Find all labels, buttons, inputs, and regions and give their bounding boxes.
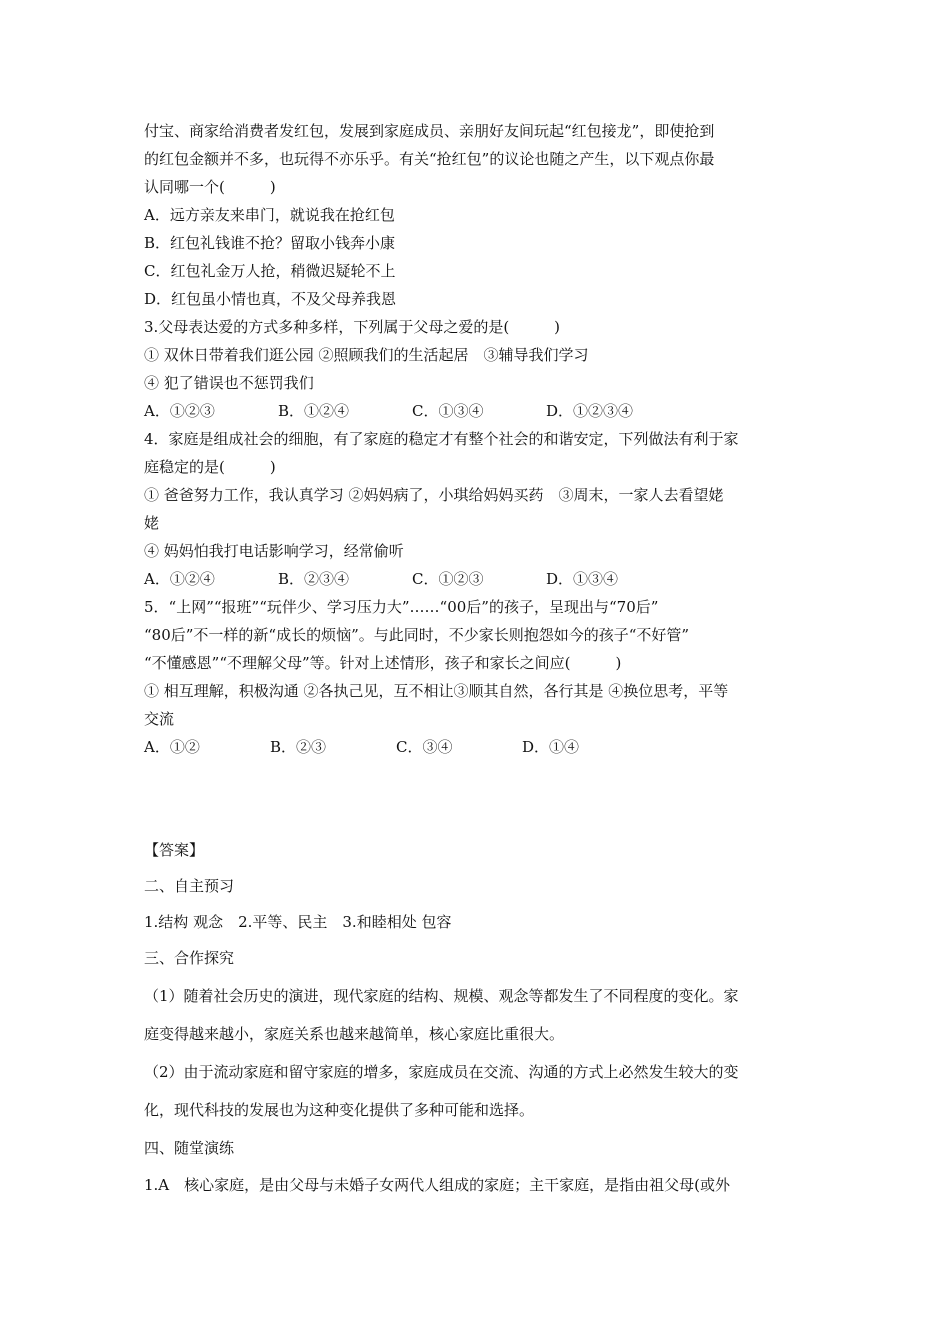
q4-stem-line-2: 庭稳定的是( ) (144, 458, 276, 476)
section-3-para-1-line-2: 庭变得越来越小，家庭关系也越来越简单，核心家庭比重很大。 (144, 1025, 565, 1043)
q5-option-c: C．③④ (396, 738, 453, 756)
q3-items-line-2: ④ 犯了错误也不惩罚我们 (144, 374, 314, 392)
q4-items-line-2: 姥 (144, 514, 160, 532)
section-3-para-1-line-1: （1）随着社会历史的演进，现代家庭的结构、规模、观念等都发生了不同程度的变化。家 (144, 987, 739, 1005)
q5-option-d: D．①④ (522, 738, 580, 756)
q5-option-b: B．②③ (270, 738, 327, 756)
section-3-title: 三、合作探究 (144, 949, 235, 967)
q4-option-d: D．①③④ (546, 570, 619, 588)
section-4-title: 四、随堂演练 (144, 1139, 235, 1157)
q2-stem-line-2: 的红包金额并不多，也玩得不亦乐乎。有关“抢红包”的议论也随之产生，以下观点你最 (144, 150, 715, 168)
q3-option-b: B．①②④ (278, 402, 350, 420)
q3-stem: 3.父母表达爱的方式多种多样，下列属于父母之爱的是( ) (144, 318, 561, 336)
q4-option-c: C．①②③ (412, 570, 484, 588)
q5-option-a: A．①② (144, 738, 200, 756)
q5-stem-line-2: “80后”不一样的新“成长的烦恼”。与此同时，不少家长则抱怨如今的孩子“不好管” (144, 626, 690, 644)
q3-option-a: A．①②③ (144, 402, 215, 420)
answers-heading: 【答案】 (144, 841, 205, 859)
q2-option-d: D．红包虽小情也真，不及父母养我恩 (144, 290, 397, 308)
section-3-para-2-line-1: （2）由于流动家庭和留守家庭的增多，家庭成员在交流、沟通的方式上必然发生较大的变 (144, 1063, 739, 1081)
q2-stem-line-3: 认同哪一个( ) (144, 178, 276, 196)
q4-option-b: B．②③④ (278, 570, 350, 588)
section-2-text: 1.结构 观念 2.平等、民主 3.和睦相处 包容 (144, 913, 452, 931)
q2-option-a: A．远方亲友来串门，就说我在抢红包 (144, 206, 395, 224)
q4-items-line-1: ① 爸爸努力工作，我认真学习 ②妈妈病了，小琪给妈妈买药 ③周末，一家人去看望姥 (144, 486, 724, 504)
q5-stem-line-1: 5．“上网”“报班”“玩伴少、学习压力大”……“00后”的孩子，呈现出与“70后” (144, 598, 659, 616)
q4-stem-line-1: 4．家庭是组成社会的细胞，有了家庭的稳定才有整个社会的和谐安定，下列做法有利于家 (144, 430, 739, 448)
q3-option-c: C．①③④ (412, 402, 484, 420)
q5-items-line-2: 交流 (144, 710, 175, 728)
q2-stem-line-1: 付宝、商家给消费者发红包，发展到家庭成员、亲朋好友间玩起“红包接龙”，即使抢到 (144, 122, 715, 140)
section-3-para-2-line-2: 化，现代科技的发展也为这种变化提供了多种可能和选择。 (144, 1101, 535, 1119)
q5-items-line-1: ① 相互理解，积极沟通 ②各执己见，互不相让③顺其自然，各行其是 ④换位思考，平等 (144, 682, 729, 700)
section-2-title: 二、自主预习 (144, 877, 235, 895)
q3-option-d: D．①②③④ (546, 402, 634, 420)
section-4-text: 1.A 核心家庭，是由父母与未婚子女两代人组成的家庭；主干家庭，是指由祖父母(或外 (144, 1176, 730, 1194)
q2-option-b: B．红包礼钱谁不抢？留取小钱奔小康 (144, 234, 396, 252)
q5-stem-line-3: “不懂感恩”“不理解父母”等。针对上述情形，孩子和家长之间应( ) (144, 654, 622, 672)
q3-items-line-1: ① 双休日带着我们逛公园 ②照顾我们的生活起居 ③辅导我们学习 (144, 346, 589, 364)
q2-option-c: C．红包礼金万人抢，稍微迟疑轮不上 (144, 262, 396, 280)
q4-items-line-3: ④ 妈妈怕我打电话影响学习，经常偷听 (144, 542, 404, 560)
q4-option-a: A．①②④ (144, 570, 215, 588)
